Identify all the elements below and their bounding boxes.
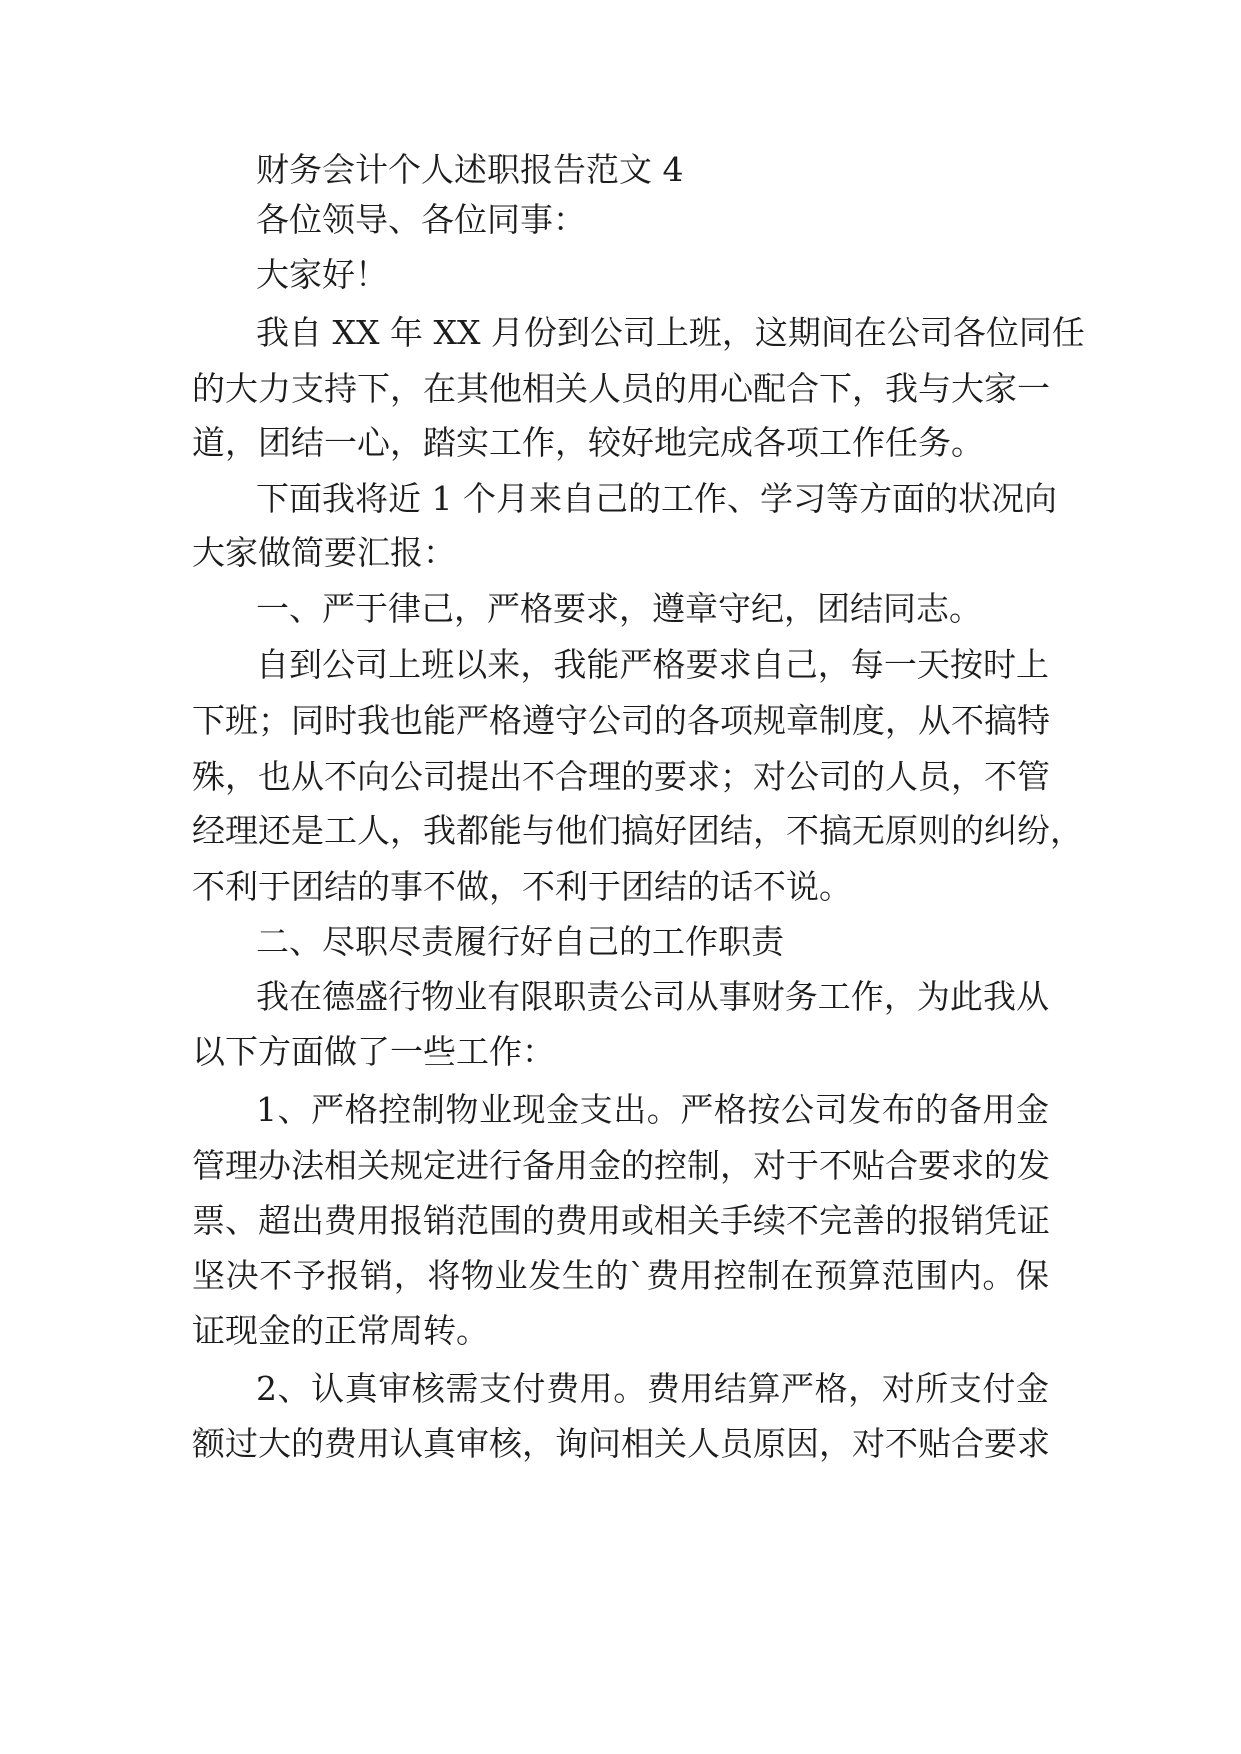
- paragraph-line: 的大力支持下，在其他相关人员的用心配合下，我与大家一: [192, 369, 1050, 408]
- paragraph-line: 道，团结一心，踏实工作，较好地完成各项工作任务。: [192, 423, 984, 462]
- paragraph-line: 坚决不予报销，将物业发生的`费用控制在预算范围内。保: [192, 1256, 1049, 1295]
- paragraph-line: 我自 XX 年 XX 月份到公司上班，这期间在公司各位同任: [256, 313, 1085, 352]
- paragraph-line: 我在德盛行物业有限职责公司从事财务工作，为此我从: [256, 977, 1049, 1016]
- greeting: 大家好！: [256, 255, 388, 294]
- paragraph-line: 自到公司上班以来，我能严格要求自己，每一天按时上: [256, 645, 1049, 684]
- section-heading: 二、尽职尽责履行好自己的工作职责: [256, 922, 784, 961]
- paragraph-line: 额过大的费用认真审核，询问相关人员原因，对不贴合要求: [192, 1424, 1050, 1463]
- section-heading: 一、严于律己，严格要求，遵章守纪，团结同志。: [256, 589, 982, 628]
- paragraph-line: 下面我将近 1 个月来自己的工作、学习等方面的状况向: [256, 479, 1057, 518]
- paragraph-line: 证现金的正常周转。: [192, 1311, 489, 1350]
- paragraph-line: 1、严格控制物业现金支出。严格按公司发布的备用金: [256, 1090, 1049, 1129]
- paragraph-line: 以下方面做了一些工作：: [192, 1032, 555, 1071]
- paragraph-line: 大家做简要汇报：: [192, 533, 456, 572]
- paragraph-line: 不利于团结的事不做，不利于团结的话不说。: [192, 867, 852, 906]
- paragraph-line: 下班；同时我也能严格遵守公司的各项规章制度，从不搞特: [192, 701, 1050, 740]
- paragraph-line: 殊，也从不向公司提出不合理的要求；对公司的人员，不管: [192, 757, 1050, 796]
- paragraph-line: 2、认真审核需支付费用。费用结算严格，对所支付金: [256, 1369, 1049, 1408]
- paragraph-line: 经理还是工人，我都能与他们搞好团结，不搞无原则的纠纷，: [192, 811, 1083, 850]
- document-title: 财务会计个人述职报告范文 4: [256, 150, 684, 189]
- paragraph-line: 票、超出费用报销范围的费用或相关手续不完善的报销凭证: [192, 1201, 1050, 1240]
- paragraph-line: 管理办法相关规定进行备用金的控制，对于不贴合要求的发: [192, 1146, 1050, 1185]
- salutation: 各位领导、各位同事：: [256, 200, 586, 239]
